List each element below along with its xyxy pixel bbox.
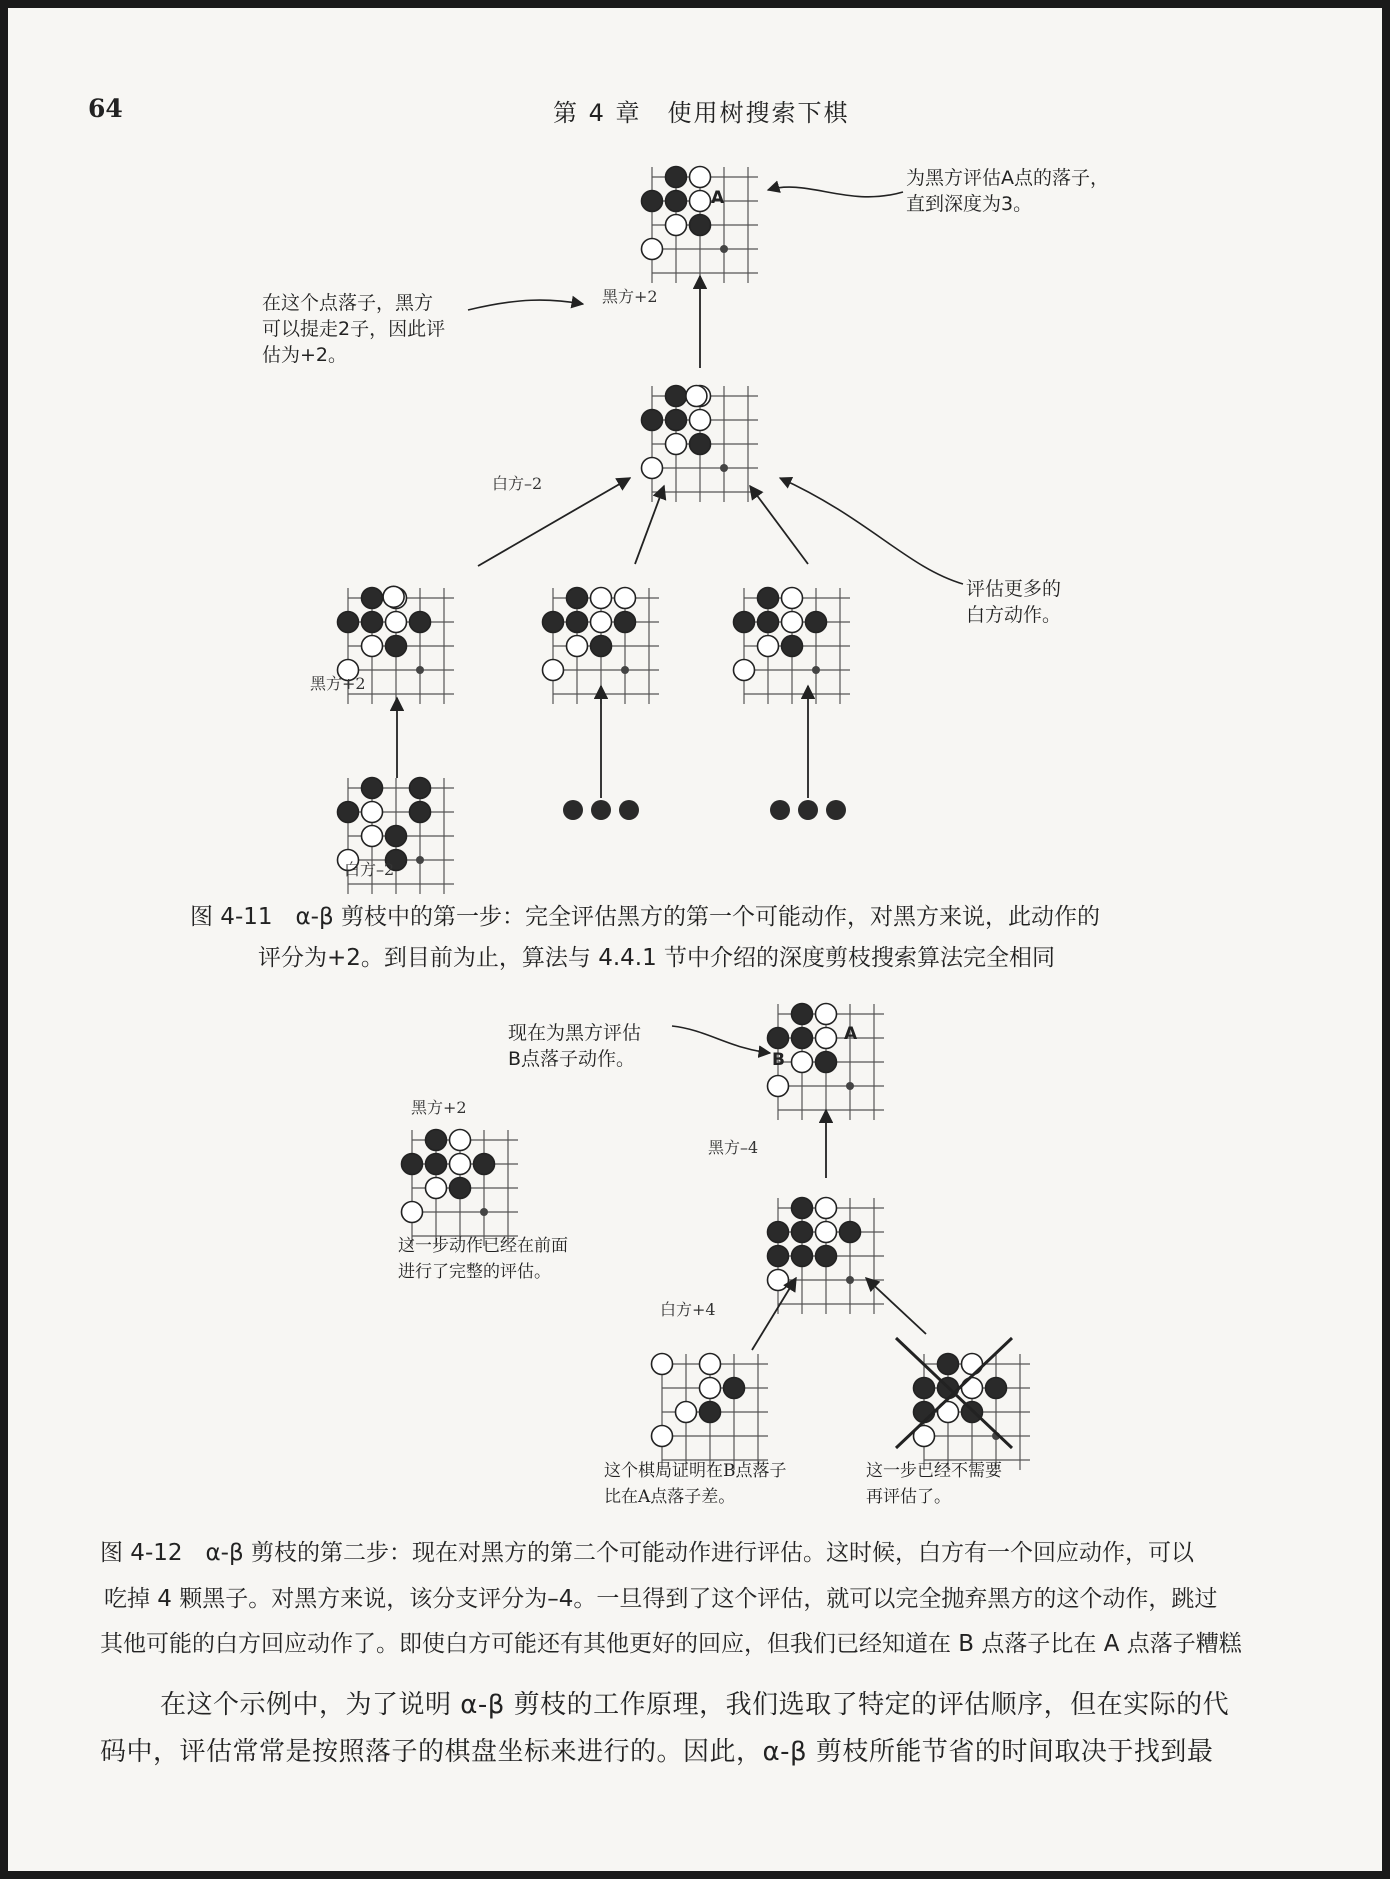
board-leaf-star-point: [416, 856, 424, 864]
ellipsis-dot: [619, 800, 639, 820]
white-stone: [816, 1198, 837, 1219]
arrow-note-a: [768, 187, 903, 197]
book-page: [8, 8, 1382, 1871]
black-stone: [792, 1004, 813, 1025]
white-stone: [642, 239, 663, 260]
black-stone: [792, 1222, 813, 1243]
black-stone: [724, 1378, 745, 1399]
ellipsis-dot: [798, 800, 818, 820]
white-stone: [386, 612, 407, 633]
white-stone: [652, 1354, 673, 1375]
arrow-note-capture: [468, 300, 583, 310]
white-stone: [816, 1004, 837, 1025]
white-stone: [700, 1378, 721, 1399]
fig12-point-label-a: A: [844, 1024, 858, 1044]
ellipsis-dot: [826, 800, 846, 820]
white-stone: [615, 588, 636, 609]
black-stone: [386, 636, 407, 657]
black-stone: [700, 1402, 721, 1423]
white-stone: [362, 636, 383, 657]
white-stone: [816, 1028, 837, 1049]
eval-black-plus2: 黑方+2: [310, 674, 366, 693]
white-stone: [792, 1052, 813, 1073]
white-stone: [642, 458, 663, 479]
white-stone: [690, 191, 711, 212]
white-stone: [816, 1222, 837, 1243]
eval-black-minus4: 黑方–4: [708, 1138, 759, 1157]
black-stone: [768, 1222, 789, 1243]
black-stone: [362, 778, 383, 799]
note-capture-two: 在这个点落子，黑方 可以提走2子，因此评 估为+2。: [262, 292, 446, 366]
black-stone: [816, 1052, 837, 1073]
white-stone: [676, 1402, 697, 1423]
chapter-title: 第 4 章 使用树搜索下棋: [553, 99, 850, 127]
white-stone: [426, 1178, 447, 1199]
note-b-worse-than-a: 这个棋局证明在B点落子 比在A点落子差。: [604, 1461, 787, 1507]
caption-4-12-line-2: 吃掉 4 颗黑子。对黑方来说，该分支评分为–4。一旦得到了这个评估，就可以完全抛弃黑方的这个动作，跳过: [104, 1586, 1218, 1612]
black-stone: [338, 612, 359, 633]
white-stone: [768, 1270, 789, 1291]
black-stone: [362, 588, 383, 609]
black-stone: [792, 1246, 813, 1267]
caption-4-12-line-3: 其他可能的白方回应动作了。即使白方可能还有其他更好的回应，但我们已经知道在 B 点落子比在 A 点落子糟糕: [100, 1631, 1242, 1657]
arrow-white-c-to-level1: [750, 486, 808, 564]
eval-white-minus2: 白方–2: [492, 474, 543, 493]
black-stone: [914, 1402, 935, 1423]
caption-4-11-line-2: 评分为+2。到目前为止，算法与 4.4.1 节中介绍的深度剪枝搜索算法完全相同: [258, 945, 1056, 971]
black-stone: [567, 588, 588, 609]
arrow-note-more: [780, 478, 963, 584]
body-paragraph-line-2: 码中，评估常常是按照落子的棋盘坐标来进行的。因此，α-β 剪枝所能节省的时间取决于找到最: [100, 1737, 1214, 1767]
black-stone: [816, 1246, 837, 1267]
black-stone: [758, 588, 779, 609]
white-stone: [700, 1354, 721, 1375]
eval-bottom-white-minus2: 白方–2: [344, 860, 395, 879]
white-stone: [450, 1130, 471, 1151]
note-no-need-evaluate: 这一步已经不需要 再评估了。: [866, 1461, 1002, 1507]
black-stone: [338, 802, 359, 823]
white-stone: [543, 660, 564, 681]
arrow-note-b: [672, 1026, 770, 1053]
arrow-white-b-to-level1: [635, 486, 664, 564]
eval-white-plus4: 白方+4: [660, 1300, 716, 1319]
black-stone: [567, 612, 588, 633]
board-fig12-b-star-point: [846, 1276, 854, 1284]
black-stone: [474, 1154, 495, 1175]
ellipsis-dot: [770, 800, 790, 820]
black-stone: [615, 612, 636, 633]
black-stone: [768, 1028, 789, 1049]
black-stone: [543, 612, 564, 633]
black-stone: [734, 612, 755, 633]
white-stone: [666, 434, 687, 455]
black-stone: [690, 215, 711, 236]
white-stone: [782, 588, 803, 609]
white-stone: [962, 1378, 983, 1399]
white-stone: [758, 636, 779, 657]
white-stone: [450, 1154, 471, 1175]
point-label-a: A: [711, 188, 725, 208]
board-white-a-star-point: [416, 666, 424, 674]
white-stone: [652, 1426, 673, 1447]
black-stone: [591, 636, 612, 657]
body-paragraph-line-1: 在这个示例中，为了说明 α-β 剪枝的工作原理，我们选取了特定的评估顺序，但在实际的代: [160, 1690, 1230, 1720]
black-stone: [792, 1028, 813, 1049]
white-stone: [962, 1354, 983, 1375]
black-stone: [410, 802, 431, 823]
white-stone: [591, 588, 612, 609]
note-evaluate-point-a: 为黑方评估A点的落子， 直到深度为3。: [906, 167, 1109, 215]
black-stone: [426, 1130, 447, 1151]
note-more-white-moves: 评估更多的 白方动作。: [966, 578, 1062, 626]
white-stone: [686, 386, 707, 407]
note-already-evaluated: 这一步动作已经在前面 进行了完整的评估。: [398, 1236, 568, 1282]
black-stone: [450, 1178, 471, 1199]
black-stone: [938, 1354, 959, 1375]
black-stone: [666, 167, 687, 188]
white-stone: [402, 1202, 423, 1223]
white-stone: [591, 612, 612, 633]
black-stone: [690, 434, 711, 455]
black-stone: [666, 386, 687, 407]
black-stone: [806, 612, 827, 633]
black-stone: [666, 410, 687, 431]
black-stone: [782, 636, 803, 657]
white-stone: [782, 612, 803, 633]
arrow-pruned-to-b: [866, 1278, 926, 1334]
white-stone: [567, 636, 588, 657]
black-stone: [768, 1246, 789, 1267]
black-stone: [426, 1154, 447, 1175]
black-stone: [410, 612, 431, 633]
eval-fig12-black-plus2: 黑方+2: [411, 1098, 467, 1117]
caption-4-11-line-1: 图 4-11 α-β 剪枝中的第一步：完全评估黑方的第一个可能动作，对黑方来说，此动作的: [190, 904, 1100, 930]
black-stone: [792, 1198, 813, 1219]
black-stone: [410, 778, 431, 799]
ellipsis-dot: [591, 800, 611, 820]
ellipsis-dot: [563, 800, 583, 820]
black-stone: [362, 612, 383, 633]
black-stone: [402, 1154, 423, 1175]
page-number: 64: [88, 94, 123, 123]
note-evaluate-point-b: 现在为黑方评估 B点落子动作。: [508, 1022, 642, 1070]
eval-top-black-plus2: 黑方+2: [602, 287, 658, 306]
black-stone: [642, 410, 663, 431]
board-level1-star-point: [720, 464, 728, 472]
white-stone: [383, 586, 404, 607]
white-stone: [734, 660, 755, 681]
board-white-b-star-point: [621, 666, 629, 674]
black-stone: [386, 826, 407, 847]
board-white-c-star-point: [812, 666, 820, 674]
black-stone: [914, 1378, 935, 1399]
fig12-point-label-b: B: [772, 1050, 785, 1070]
white-stone: [690, 167, 711, 188]
black-stone: [666, 191, 687, 212]
white-stone: [768, 1076, 789, 1097]
caption-4-12-line-1: 图 4-12 α-β 剪枝的第二步：现在对黑方的第二个可能动作进行评估。这时候，白方有一个回应动作，可以: [100, 1540, 1194, 1566]
white-stone: [362, 802, 383, 823]
black-stone: [642, 191, 663, 212]
white-stone: [690, 410, 711, 431]
white-stone: [362, 826, 383, 847]
black-stone: [758, 612, 779, 633]
board-root-star-point: [720, 245, 728, 253]
black-stone: [840, 1222, 861, 1243]
white-stone: [666, 215, 687, 236]
board-fig12-root-star-point: [846, 1082, 854, 1090]
black-stone: [986, 1378, 1007, 1399]
board-fig12-done-star-point: [480, 1208, 488, 1216]
